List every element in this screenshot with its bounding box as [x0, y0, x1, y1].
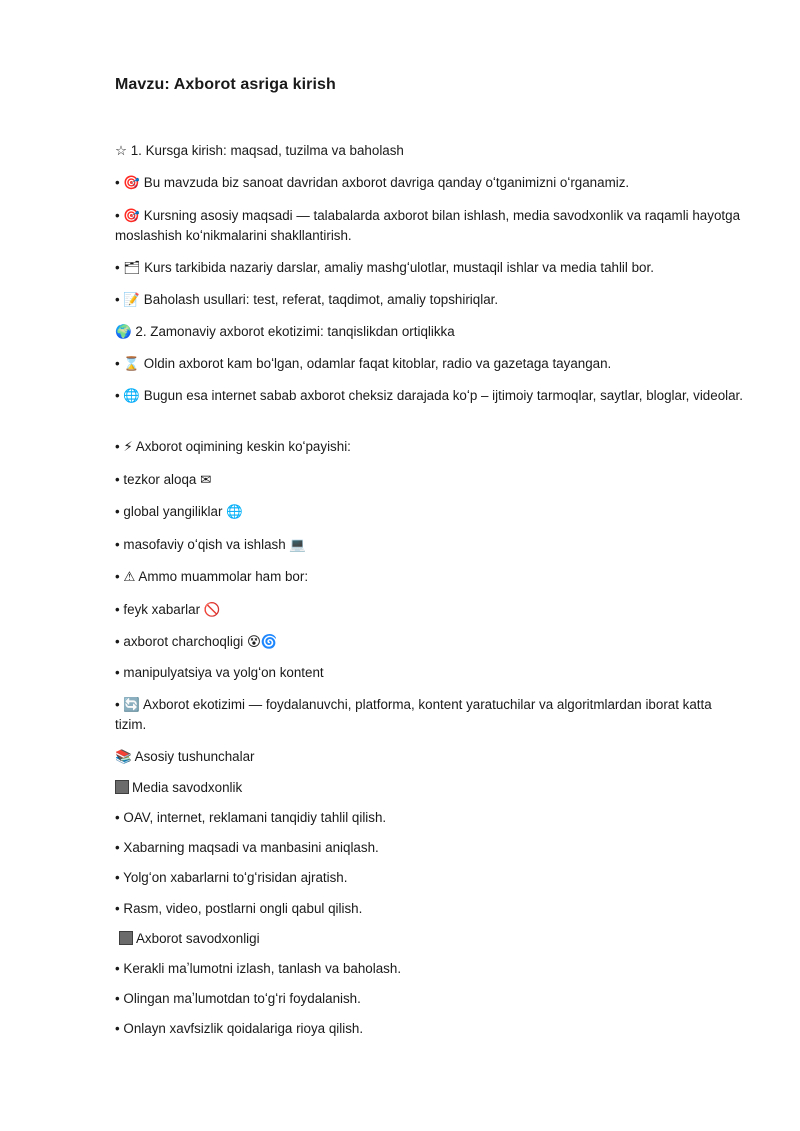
square-bullet-icon	[119, 931, 133, 945]
subheading-information-literacy	[119, 929, 747, 949]
list-item: • manipulyatsiya va yolgʻon kontent	[115, 665, 324, 680]
list-item: • OAV, internet, reklamani tanqidiy tahlil qilish.	[115, 810, 387, 825]
list-item: • Kerakli maʼlumotni izlash, tanlash va baholash.	[115, 961, 402, 976]
list-item: • Xabarning maqsadi va manbasini aniqlash.	[115, 840, 379, 855]
square-bullet-icon	[115, 780, 129, 794]
list-item: • axborot charchoqligi 😵🌀	[115, 634, 278, 649]
list-item: • Olingan maʼlumotdan toʻgʻri foydalanish.	[115, 991, 361, 1006]
list-item: • 🔄 Axborot ekotizimi — foydalanuvchi, platforma, kontent yaratuchilar va algoritmlardan iborat katta tizim.	[115, 697, 712, 732]
section-heading: ☆ 1. Kursga kirish: maqsad, tuzilma va baholash	[115, 143, 404, 158]
list-item: • Onlayn xavfsizlik qoidalariga rioya qilish.	[115, 1021, 364, 1036]
list-item: • ⚡ Axborot oqimining keskin koʻpayishi:	[115, 439, 351, 454]
list-item: • tezkor aloqa ✉	[115, 472, 212, 487]
section-heading: 📚 Asosiy tushunchalar	[115, 749, 255, 764]
list-item: • global yangiliklar 🌐	[115, 504, 243, 519]
section-heading: 🌍 2. Zamonaviy axborot ekotizimi: tanqislikdan ortiqlikka	[115, 324, 455, 339]
list-item: • 🗂 Kurs tarkibida nazariy darslar, amaliy mashgʻulotlar, mustaqil ishlar va media tahlil bor.	[115, 260, 654, 275]
list-item: • Rasm, video, postlarni ongli qabul qilish.	[115, 901, 363, 916]
list-item: • ⌛ Oldin axborot kam boʻlgan, odamlar faqat kitoblar, radio va gazetaga tayangan.	[115, 356, 612, 371]
list-item: • 🌐 Bugun esa internet sabab axborot cheksiz darajada koʻp – ijtimoiy tarmoqlar, saytlar, bloglar, videolar.	[115, 388, 743, 403]
list-item: • 📝 Baholash usullari: test, referat, taqdimot, amaliy topshiriqlar.	[115, 292, 499, 307]
list-item: • Yolgʻon xabarlarni toʻgʻrisidan ajratish.	[115, 870, 348, 885]
list-item: • 🎯 Kursning asosiy maqsadi — talabalarda axborot bilan ishlash, media savodxonlik va raqamli hayotga moslashish koʻnikmalarini shakllantirish.	[115, 208, 741, 243]
subheading-label: Media savodxonlik	[132, 780, 243, 795]
document-title: Mavzu: Axborot asriga kirish	[115, 76, 336, 93]
list-item: • feyk xabarlar 🚫	[115, 602, 221, 617]
list-item: • ⚠ Ammo muammolar ham bor:	[115, 569, 309, 584]
list-item: • 🎯 Bu mavzuda biz sanoat davridan axborot davriga qanday oʻtganimizni oʻrganamiz.	[115, 175, 630, 190]
subheading-media-literacy	[115, 778, 743, 798]
list-item: • masofaviy oʻqish va ishlash 💻	[115, 537, 307, 552]
subheading-label: Axborot savodxonligi	[136, 931, 260, 946]
